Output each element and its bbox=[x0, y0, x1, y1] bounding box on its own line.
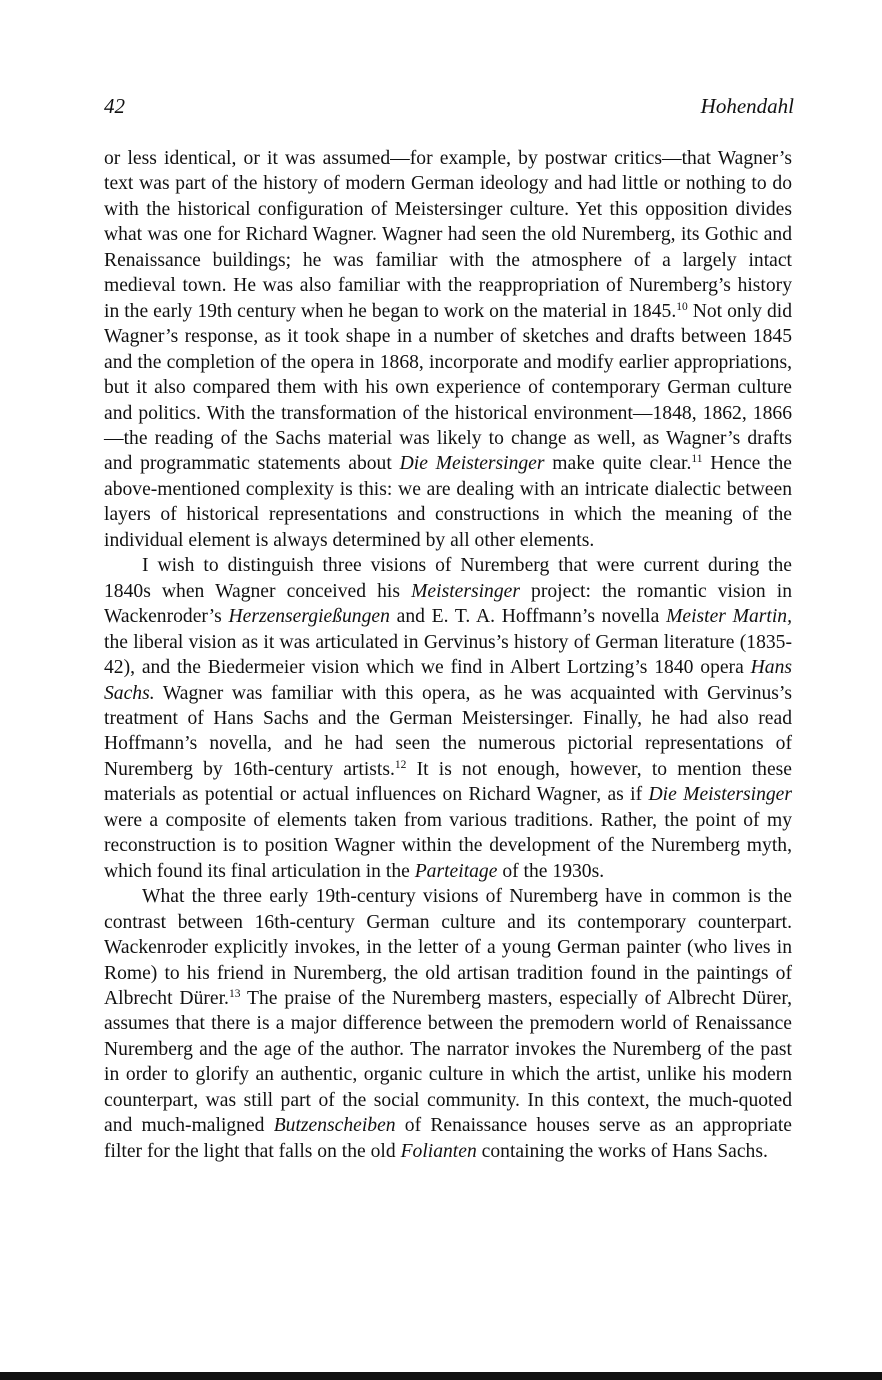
text-run: It is not enough, however, to mention these materials as potential or actual influences on Richard Wagner, as if bbox=[104, 758, 792, 806]
italic-text: Butzenscheiben bbox=[273, 1115, 396, 1137]
italic-text: Meistersinger bbox=[411, 580, 520, 602]
text-run: What the three early 19th-century visions of Nuremberg have in common is the contrast between 16th-century German culture and its contemporary counterpart. Wackenroder explicitly invokes, in the letter of a young German painter (who lives in Rome) to his friend in Nuremberg, the old artisan tradition found in the paintings of Albrecht Dürer. bbox=[104, 886, 792, 1009]
body-text bbox=[104, 146, 792, 1164]
page-header bbox=[104, 94, 794, 124]
footnote-marker: 12 bbox=[394, 758, 407, 771]
footnote-marker: 10 bbox=[676, 300, 688, 313]
text-run: Hence the above-mentioned complexity is this: we are dealing with an intricate dialectic between layers of historical representations and constructions in which the meaning of the individual element is always determined by all other elements. bbox=[104, 453, 793, 551]
text-run: The praise of the Nuremberg masters, especially of Albrecht Dürer, assumes that there is a major difference between the premodern world of Renaissance Nuremberg and the age of the author. The narrator invokes the Nuremberg of the past in order to glorify an authentic, organic culture in which the artist, unlike his modern counterpart, was still part of the social community. In this context, the much-quoted and much-maligned bbox=[104, 987, 792, 1137]
text-run: make quite clear. bbox=[544, 453, 692, 475]
italic-text: Meister Martin, bbox=[666, 606, 792, 628]
italic-text: Die Meistersinger bbox=[648, 784, 792, 806]
text-run: or less identical, or it was assumed—for example, by postwar critics—that Wagner’s text was part of the history of modern German ideology and had little or nothing to do with the historical configuration of Meistersinger culture. Yet this opposition divides what was one for Richard Wagner. Wagner had seen the old Nuremberg, its Gothic and Renaissance buildings; he was familiar with the atmosphere of a largely intact medieval town. He was also familiar with the reappropriation of Nuremberg’s history in the early 19th century when he began to work on the material in 1845. bbox=[104, 148, 792, 322]
scan-bottom-edge bbox=[0, 1372, 882, 1380]
italic-text: Folianten bbox=[400, 1140, 477, 1162]
paragraph bbox=[104, 553, 792, 884]
text-run: I wish to distinguish three visions of Nuremberg that were current during the 1840s when Wagner conceived his bbox=[104, 555, 792, 602]
text-run: the liberal vision as it was articulated in Gervinus’s history of German literature (1835-42), and the Biedermeier vision which we find in Albert Lortzing’s 1840 opera bbox=[104, 631, 792, 679]
text-run: of the 1930s. bbox=[497, 860, 605, 882]
paragraph bbox=[104, 146, 792, 553]
page-number: 42 bbox=[104, 94, 125, 118]
paragraph bbox=[104, 884, 792, 1164]
text-run: were a composite of elements taken from various traditions. Rather, the point of my reconstruction is to position Wagner within the development of the Nuremberg myth, which found its final articulation in the bbox=[104, 809, 792, 882]
footnote-marker: 11 bbox=[691, 453, 703, 466]
italic-text: Herzensergießungen bbox=[228, 606, 390, 628]
footnote-marker: 13 bbox=[228, 987, 241, 1000]
italic-text: Hans Sachs. bbox=[104, 657, 792, 704]
text-run: containing the works of Hans Sachs. bbox=[476, 1140, 768, 1162]
text-run: Not only did Wagner’s response, as it took shape in a number of sketches and drafts between 1845 and the completion of the opera in 1868, incorporate and modify earlier appropriations, but it also compared them with his own experience of contemporary German culture and politics. With the transformation of the historical environment—1848, 1862, 1866—the reading of the Sachs material was likely to change as well, as Wagner’s drafts and programmatic statements about bbox=[104, 300, 792, 475]
text-run: Wagner was familiar with this opera, as he was acquainted with Gervinus’s treatment of Hans Sachs and the German Meistersinger. Finally, he had also read Hoffmann’s novella, and he had seen the numerous pictorial representations of Nuremberg by 16th-century artists. bbox=[104, 682, 792, 780]
text-run: of Renaissance houses serve as an appropriate filter for the light that falls on the old bbox=[104, 1115, 792, 1162]
italic-text: Parteitage bbox=[414, 860, 498, 882]
text-run: and E. T. A. Hoffmann’s novella bbox=[389, 606, 667, 628]
italic-text: Die Meistersinger bbox=[399, 453, 545, 475]
running-head-author: Hohendahl bbox=[700, 94, 794, 118]
text-run: project: the romantic vision in Wackenroder’s bbox=[104, 580, 792, 628]
